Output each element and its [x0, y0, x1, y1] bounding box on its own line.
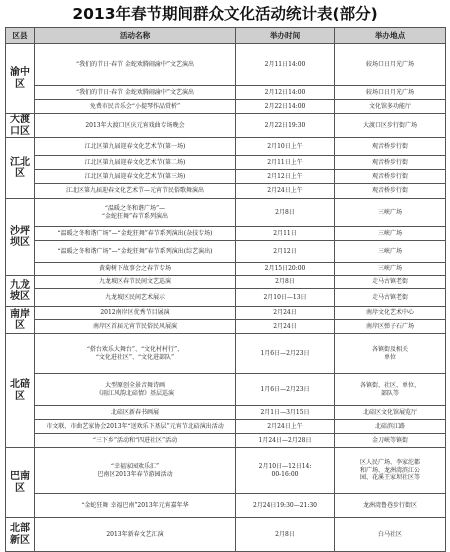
table-row — [6, 406, 446, 420]
activity-name-cell: “温暖之冬和谐广场”— “金蛇狂舞”春节系列演出 — [35, 199, 236, 227]
activity-name-cell: 九龙坡区春节民间文艺巡演 — [35, 276, 236, 289]
activity-name-cell: 2013年新春文艺汇演 — [35, 518, 236, 552]
table-row — [6, 374, 446, 406]
district-cell: 巴南区 — [6, 448, 35, 518]
place-cell: 各镇街、社区、单位、 部队等 — [335, 374, 446, 406]
header-activity-name: 活动名称 — [35, 28, 236, 44]
activity-name-cell: “温暖之冬和谐广场”—“金蛇狂舞”春节系列演出(杂技专场) — [35, 227, 236, 241]
time-cell: 2月15日20:00 — [236, 263, 335, 276]
header-place: 举办地点 — [335, 28, 446, 44]
time-cell: 2月11日14:00 — [236, 44, 335, 86]
place-cell: 走马古镇老街 — [335, 289, 446, 307]
activity-name-cell: 江北区第九届迎春文化艺术节(第一场) — [35, 138, 236, 156]
time-cell: 2月12日14:00 — [236, 86, 335, 100]
table-row — [6, 199, 446, 227]
time-cell: 2月24日上午 — [236, 184, 335, 199]
time-cell: 2月10日上午 — [236, 138, 335, 156]
activity-name-cell: 北碚区新春书画展 — [35, 406, 236, 420]
table-row — [6, 170, 446, 184]
place-cell: 南岸区弹子石广场 — [335, 320, 446, 334]
place-cell: 各镇街及相关 单位 — [335, 334, 446, 374]
district-cell: 北部新区 — [6, 518, 35, 552]
time-cell: 2月24日 — [236, 320, 335, 334]
district-cell: 九龙坡区 — [6, 276, 35, 307]
activity-name-cell: “我们的节日·春节 金蛇欢腾闹渝中”文艺演出 — [35, 44, 236, 86]
table-row — [6, 307, 446, 320]
time-cell: 2月8日 — [236, 199, 335, 227]
table-row — [6, 518, 446, 552]
time-cell: 2月24日19:30—21:30 — [236, 494, 335, 518]
activity-name-cell: 免费市民音乐会“小提琴作品赏析” — [35, 100, 236, 114]
time-cell: 2月8日 — [236, 518, 335, 552]
place-cell: 区人民广场、李家沱都 和广场、龙洲湾滨江公 园、花溪王家坝社区等 — [335, 448, 446, 494]
place-cell: 较场口日月光广场 — [335, 44, 446, 86]
place-cell: 北碚区文化馆展览厅 — [335, 406, 446, 420]
table-row — [6, 334, 446, 374]
place-cell: 白马社区 — [335, 518, 446, 552]
activity-name-cell: 2013年大渡口区庆元宵戏曲专场晚会 — [35, 114, 236, 138]
time-cell: 1月6日—2月23日 — [236, 374, 335, 406]
place-cell: 观音桥步行街 — [335, 184, 446, 199]
time-cell: 2月12日 — [236, 241, 335, 263]
district-cell: 南岸区 — [6, 307, 35, 334]
time-cell: 1月6日—2月23日 — [236, 334, 335, 374]
activity-name-cell: 江北区第九届迎春文化艺术节—元宵节民俗歌舞演出 — [35, 184, 236, 199]
place-cell: 走马古镇老街 — [335, 276, 446, 289]
table-row — [6, 320, 446, 334]
table-row — [6, 420, 446, 434]
table-row — [6, 241, 446, 263]
table-row — [6, 227, 446, 241]
time-cell: 2月10日—13日 — [236, 289, 335, 307]
activity-name-cell: 大型原创全景音舞诗画 《雨江风韵北碚情》基层巡演 — [35, 374, 236, 406]
place-cell: 三峡广场 — [335, 227, 446, 241]
table-row — [6, 448, 446, 494]
time-cell: 2月24日 — [236, 307, 335, 320]
place-cell: 北碚滨江路 — [335, 420, 446, 434]
activity-name-cell: “幸福家园欢乐汇” 巴南区2013年春节游园活动 — [35, 448, 236, 494]
activity-name-cell: “温暖之冬和谐广场”—“金蛇狂舞”春节系列演出(综艺演出) — [35, 241, 236, 263]
table-row — [6, 289, 446, 307]
table-row — [6, 138, 446, 156]
time-cell: 2月22日14:00 — [236, 100, 335, 114]
table-row — [6, 100, 446, 114]
header-row — [6, 28, 446, 44]
activity-name-cell: 市文联、市曲艺家协会2013年“送欢乐下基层”元宵节北碚演出活动 — [35, 420, 236, 434]
time-cell: 2月11日 — [236, 227, 335, 241]
table-row — [6, 184, 446, 199]
place-cell: 文化馆多功能厅 — [335, 100, 446, 114]
activity-name-cell: 江北区第九届迎春文化艺术节(第三场) — [35, 170, 236, 184]
place-cell: 三峡广场 — [335, 241, 446, 263]
table-row — [6, 156, 446, 170]
table-row — [6, 114, 446, 138]
time-cell: 2月11日上午 — [236, 156, 335, 170]
place-cell: 南岸文化艺术中心 — [335, 307, 446, 320]
table-row — [6, 494, 446, 518]
district-cell: 渝中区 — [6, 44, 35, 114]
district-cell: 北碚区 — [6, 334, 35, 448]
place-cell: 金刀峡等镇街 — [335, 434, 446, 448]
activity-name-cell: “搭台欢乐大舞台”、“文化村村行”、 “文化进社区”、“文化进部队” — [35, 334, 236, 374]
district-cell: 江北区 — [6, 138, 35, 199]
place-cell: 三峡广场 — [335, 263, 446, 276]
time-cell: 2月24日上午 — [236, 420, 335, 434]
table-title: 2013年春节期间群众文化活动统计表(部分) — [72, 5, 378, 23]
table-row — [6, 44, 446, 86]
district-cell: 沙坪坝区 — [6, 199, 35, 276]
activity-name-cell: “我们的节日·春节 金蛇欢腾闹渝中”文艺演出 — [35, 86, 236, 100]
table-row — [6, 434, 446, 448]
activity-name-cell: 江北区第九届迎春文化艺术节(第二场) — [35, 156, 236, 170]
activity-name-cell: 南岸区首届元宵节民俗民风展演 — [35, 320, 236, 334]
time-cell: 2月8日 — [236, 276, 335, 289]
header-district: 区县 — [6, 28, 35, 44]
activity-name-cell: 黄菊树下故事会之春节专场 — [35, 263, 236, 276]
place-cell: 较场口日月光广场 — [335, 86, 446, 100]
table-row — [6, 263, 446, 276]
place-cell: 大渡口区步行街广场 — [335, 114, 446, 138]
place-cell: 观音桥步行街 — [335, 156, 446, 170]
place-cell: 观音桥步行街 — [335, 138, 446, 156]
table-row — [6, 86, 446, 100]
time-cell: 2月12日上午 — [236, 170, 335, 184]
activity-name-cell: 2012南岸区优秀节目展演 — [35, 307, 236, 320]
activity-table — [5, 27, 446, 552]
time-cell: 2月22日19:30 — [236, 114, 335, 138]
time-cell: 2月10日—12日14: 00-16:00 — [236, 448, 335, 494]
time-cell: 1月24日—2月28日 — [236, 434, 335, 448]
header-time: 举办时间 — [236, 28, 335, 44]
activity-name-cell: “金蛇狂舞 幸福巴南”2013年元宵嘉年华 — [35, 494, 236, 518]
place-cell: 三峡广场 — [335, 199, 446, 227]
activity-name-cell: 九龙坡区民间艺术展示 — [35, 289, 236, 307]
district-cell: 大渡口区 — [6, 114, 35, 138]
table-row — [6, 276, 446, 289]
activity-name-cell: “三下乡”活动和“四进社区”活动 — [35, 434, 236, 448]
place-cell: 观音桥步行街 — [335, 170, 446, 184]
place-cell: 龙洲湾鲁巷步行街区 — [335, 494, 446, 518]
table-body — [6, 44, 446, 552]
time-cell: 2月1日—3月15日 — [236, 406, 335, 420]
